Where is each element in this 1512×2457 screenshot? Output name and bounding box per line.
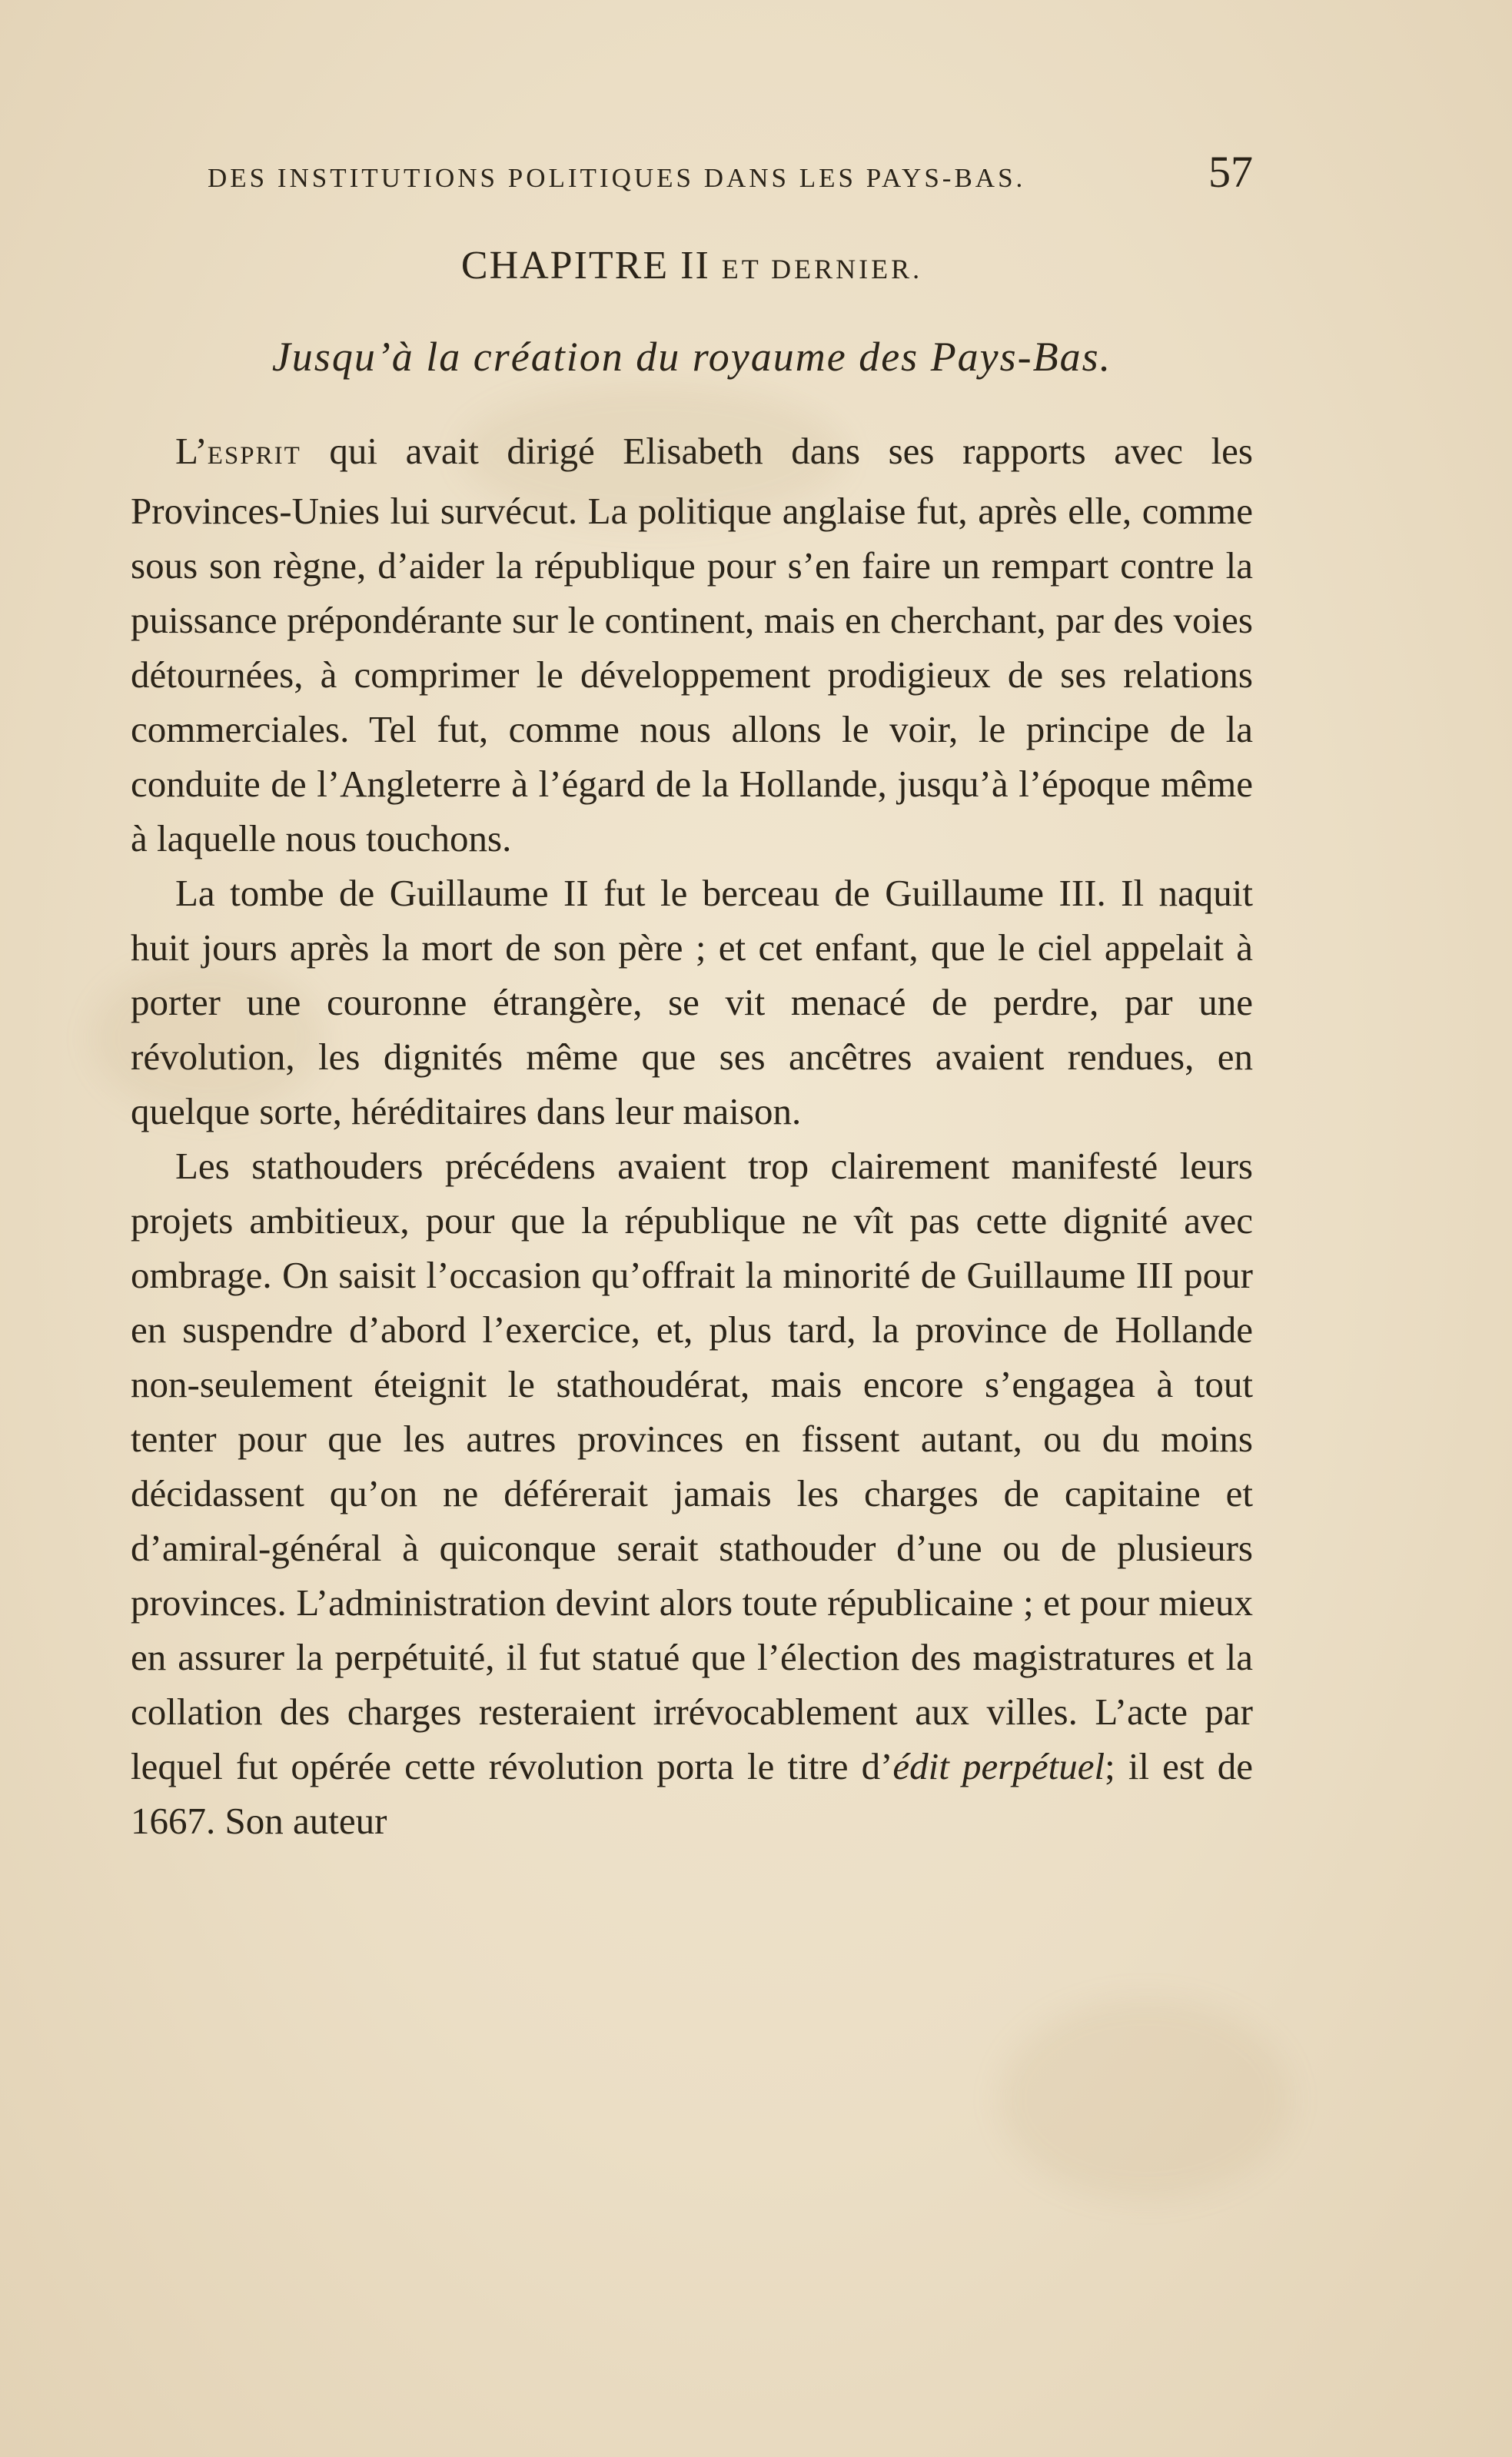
running-title: DES INSTITUTIONS POLITIQUES DANS LES PAYS-BAS. [208,163,1026,193]
chapter-number: CHAPITRE II [460,244,710,288]
paragraph-2: La tombe de Guillaume II fut le berceau de Guillaume III. Il naquit huit jours après la mort de son père ; et cet enfant, que le ciel appelait à porter une couronne étrangère, se vit menacé de perdre, par une révolution, les dignités même que ses ancêtres avaient rendues, en quelque sorte, héréditaires dans leur maison. [131,872,1253,1132]
chapter-heading [131,243,1253,288]
running-head [131,146,1253,208]
paragraph-3-tail: ; il est de 1667. Son auteur [131,1745,1253,1842]
chapter-subtitle: Jusqu’à la création du royaume des Pays-Bas. [271,334,1112,380]
chapter-qualifier: ET DERNIER. [721,254,923,284]
paragraph-3-text: Les stathouders précédens avaient trop clairement manifesté leurs projets ambitieux, pour que la république ne vît pas cette dignité avec ombrage. On saisit l’occasion qu’offrait la minorité de Guillaume III pour en suspendre d’abord l’exercice, et, plus tard, la province de Hollande non-seulement éteignit le stathoudérat, mais encore s’engagea à tout tenter pour que les autres provinces en fissent autant, ou du moins décidassent qu’on ne déférerait jamais les charges de capitaine et d’amiral-général à quiconque serait stathouder d’une ou de plusieurs provinces. L’administration devint alors toute républicaine ; et pour mieux en assurer la perpétuité, il fut statué que l’élection des magistratures et la collation des charges resteraient irrévocablement aux villes. L’acte par lequel fut opérée cette révolution porta le titre d’ [131,1145,1253,1787]
paragraph-opening-smallcaps: ESPRIT [207,442,301,470]
paragraph-opening: L’ [175,430,208,472]
body-text [131,424,1253,1848]
text-block [131,146,1253,1848]
paragraph-1 [131,424,1253,866]
paragraph-3 [131,1139,1253,1848]
paper-stain [999,1999,1291,2199]
paragraph-1-text: qui avait dirigé Elisabeth dans ses rapports avec les Provinces-Unies lui survécut. La politique anglaise fut, après elle, comme sous son règne, d’aider la république pour s’en faire un rempart contre la puissance prépondérante sur le continent, mais en cherchant, par des voies détournées, à comprimer le développement prodigieux de ses relations commerciales. Tel fut, comme nous allons le voir, le principe de la conduite de l’Angleterre à l’égard de la Hollande, jusqu’à l’époque même à laquelle nous touchons. [131,430,1253,859]
page-number: 57 [1208,147,1253,197]
italic-term: édit perpétuel [892,1745,1105,1787]
